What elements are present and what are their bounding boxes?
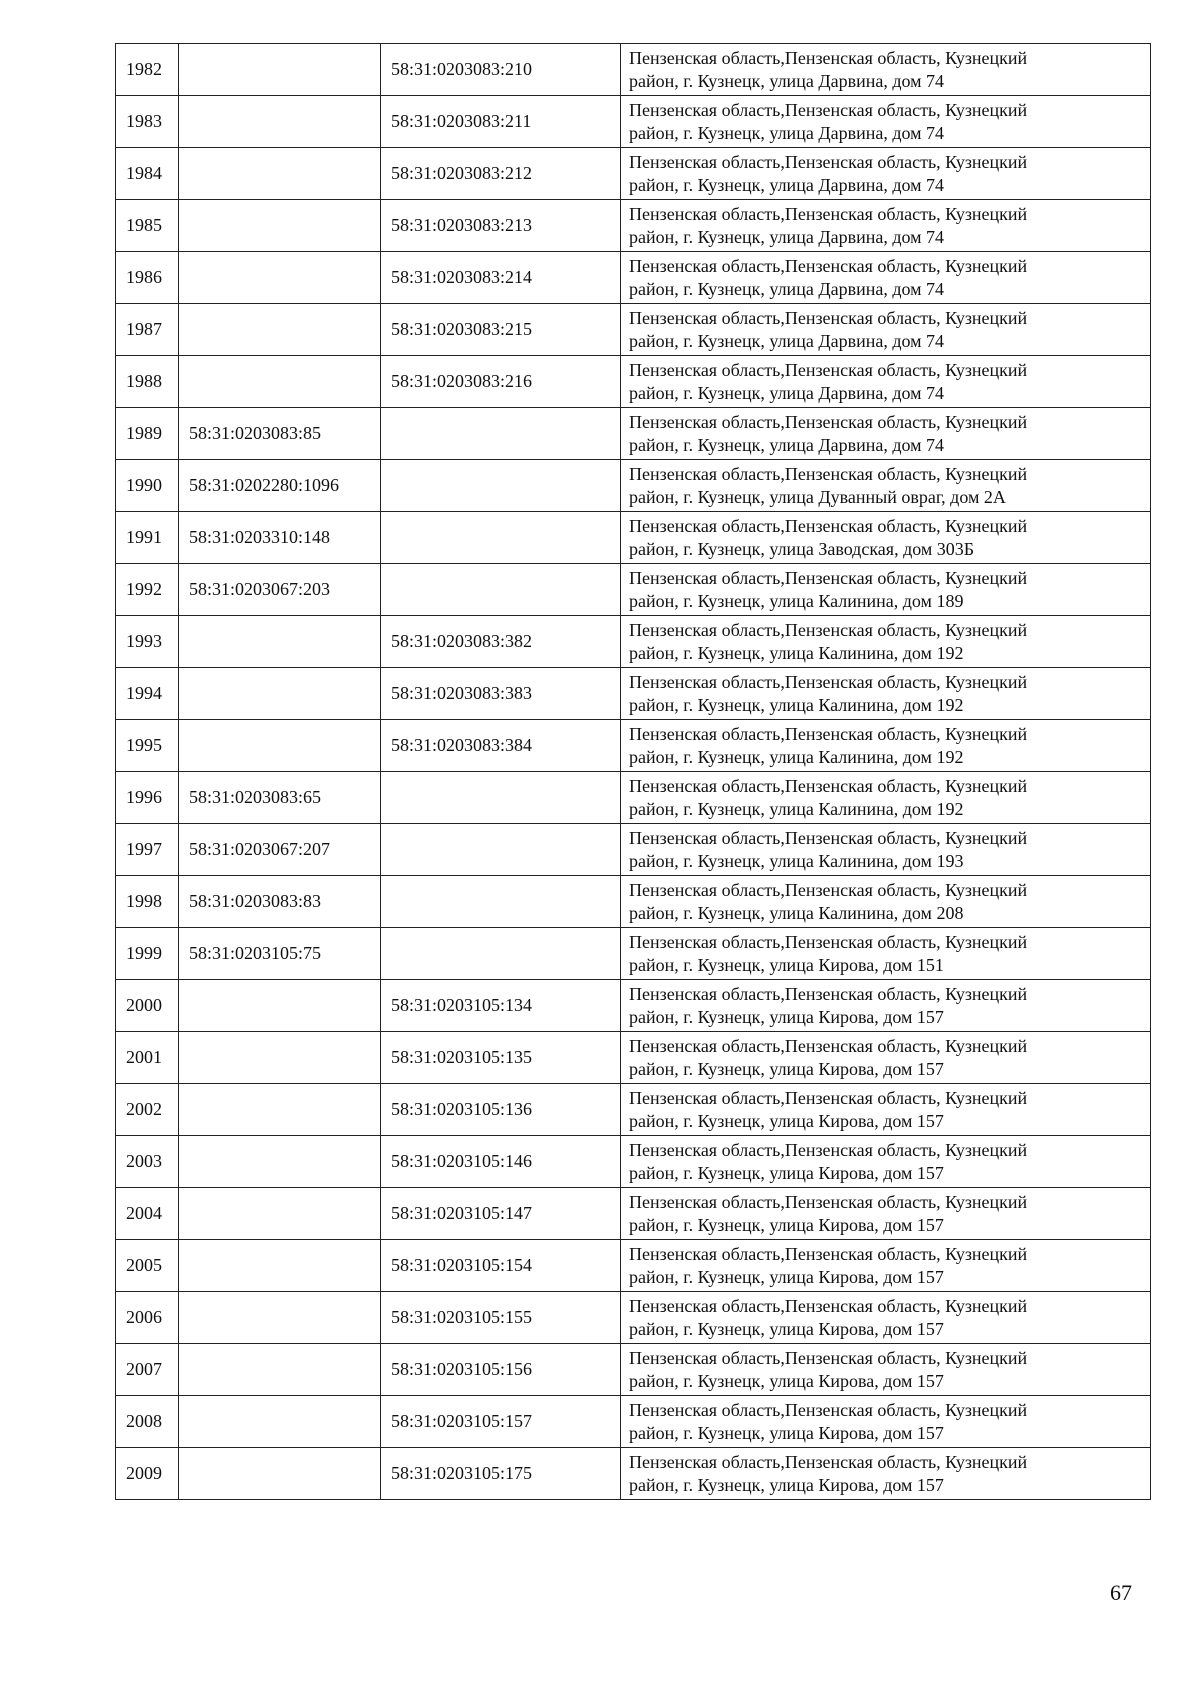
row-number-cell: 1994 (116, 668, 179, 720)
building-cadastral-cell: 58:31:0203105:136 (381, 1084, 621, 1136)
land-cadastral-cell (179, 1344, 381, 1396)
row-number-cell: 1998 (116, 876, 179, 928)
address-cell (621, 1240, 1151, 1292)
building-cadastral-cell: 58:31:0203105:154 (381, 1240, 621, 1292)
address-line-2: район, г. Кузнецк, улица Кирова, дом 151 (629, 954, 944, 975)
row-number-cell: 1989 (116, 408, 179, 460)
address-line-2: район, г. Кузнецк, улица Кирова, дом 157 (629, 1318, 944, 1339)
row-number-cell: 2002 (116, 1084, 179, 1136)
table-row (116, 44, 1151, 96)
address-line-2: район, г. Кузнецк, улица Дарвина, дом 74 (629, 330, 945, 351)
address-line-1: Пензенская область,Пензенская область, Кузнецкий (629, 671, 1028, 692)
address-line-1: Пензенская область,Пензенская область, Кузнецкий (629, 931, 1028, 952)
address-cell (621, 876, 1151, 928)
address-line-2: район, г. Кузнецк, улица Калинина, дом 192 (629, 694, 964, 715)
table-row (116, 1448, 1151, 1500)
address-line-1: Пензенская область,Пензенская область, Кузнецкий (629, 1347, 1028, 1368)
address-cell (621, 1448, 1151, 1500)
address-line-1: Пензенская область,Пензенская область, Кузнецкий (629, 99, 1028, 120)
address-line-2: район, г. Кузнецк, улица Кирова, дом 157 (629, 1266, 944, 1287)
address-line-2: район, г. Кузнецк, улица Кирова, дом 157 (629, 1422, 944, 1443)
building-cadastral-cell (381, 824, 621, 876)
address-line-2: район, г. Кузнецк, улица Дарвина, дом 74 (629, 122, 945, 143)
address-line-1: Пензенская область,Пензенская область, Кузнецкий (629, 1087, 1028, 1108)
table-row (116, 1084, 1151, 1136)
land-cadastral-cell (179, 200, 381, 252)
building-cadastral-cell: 58:31:0203083:216 (381, 356, 621, 408)
table-row (116, 460, 1151, 512)
land-cadastral-cell: 58:31:0203083:85 (179, 408, 381, 460)
address-cell (621, 1344, 1151, 1396)
land-cadastral-cell: 58:31:0202280:1096 (179, 460, 381, 512)
land-cadastral-cell: 58:31:0203105:75 (179, 928, 381, 980)
address-line-1: Пензенская область,Пензенская область, Кузнецкий (629, 307, 1028, 328)
land-cadastral-cell (179, 1136, 381, 1188)
land-cadastral-cell (179, 668, 381, 720)
table-row (116, 1240, 1151, 1292)
address-line-2: район, г. Кузнецк, улица Калинина, дом 192 (629, 746, 964, 767)
address-line-2: район, г. Кузнецк, улица Дарвина, дом 74 (629, 434, 945, 455)
address-cell (621, 408, 1151, 460)
address-cell (621, 824, 1151, 876)
table-row (116, 252, 1151, 304)
row-number-cell: 1982 (116, 44, 179, 96)
building-cadastral-cell: 58:31:0203105:134 (381, 980, 621, 1032)
table-row (116, 96, 1151, 148)
land-cadastral-cell (179, 1032, 381, 1084)
address-line-1: Пензенская область,Пензенская область, Кузнецкий (629, 515, 1028, 536)
row-number-cell: 1983 (116, 96, 179, 148)
address-cell (621, 564, 1151, 616)
address-line-2: район, г. Кузнецк, улица Калинина, дом 192 (629, 798, 964, 819)
building-cadastral-cell: 58:31:0203105:156 (381, 1344, 621, 1396)
land-cadastral-cell (179, 356, 381, 408)
row-number-cell: 1999 (116, 928, 179, 980)
address-line-1: Пензенская область,Пензенская область, Кузнецкий (629, 1451, 1028, 1472)
table-row (116, 980, 1151, 1032)
row-number-cell: 1986 (116, 252, 179, 304)
building-cadastral-cell: 58:31:0203083:210 (381, 44, 621, 96)
page-number: 67 (1110, 1580, 1132, 1605)
address-cell (621, 1136, 1151, 1188)
row-number-cell: 1995 (116, 720, 179, 772)
row-number-cell: 1985 (116, 200, 179, 252)
land-cadastral-cell (179, 1240, 381, 1292)
row-number-cell: 1988 (116, 356, 179, 408)
row-number-cell: 1990 (116, 460, 179, 512)
land-cadastral-cell (179, 1396, 381, 1448)
address-line-1: Пензенская область,Пензенская область, Кузнецкий (629, 827, 1028, 848)
address-cell (621, 928, 1151, 980)
land-cadastral-cell: 58:31:0203083:83 (179, 876, 381, 928)
land-cadastral-cell (179, 616, 381, 668)
building-cadastral-cell: 58:31:0203105:155 (381, 1292, 621, 1344)
address-line-1: Пензенская область,Пензенская область, Кузнецкий (629, 983, 1028, 1004)
building-cadastral-cell (381, 512, 621, 564)
row-number-cell: 1991 (116, 512, 179, 564)
address-line-1: Пензенская область,Пензенская область, Кузнецкий (629, 411, 1028, 432)
building-cadastral-cell (381, 408, 621, 460)
land-cadastral-cell: 58:31:0203083:65 (179, 772, 381, 824)
address-line-1: Пензенская область,Пензенская область, Кузнецкий (629, 359, 1028, 380)
address-line-1: Пензенская область,Пензенская область, Кузнецкий (629, 47, 1028, 68)
building-cadastral-cell: 58:31:0203105:146 (381, 1136, 621, 1188)
building-cadastral-cell (381, 564, 621, 616)
address-line-2: район, г. Кузнецк, улица Дарвина, дом 74 (629, 382, 945, 403)
address-line-2: район, г. Кузнецк, улица Кирова, дом 157 (629, 1006, 944, 1027)
address-cell (621, 460, 1151, 512)
address-cell (621, 512, 1151, 564)
row-number-cell: 1992 (116, 564, 179, 616)
address-line-1: Пензенская область,Пензенская область, Кузнецкий (629, 151, 1028, 172)
address-line-1: Пензенская область,Пензенская область, Кузнецкий (629, 723, 1028, 744)
address-line-2: район, г. Кузнецк, улица Кирова, дом 157 (629, 1214, 944, 1235)
table-row (116, 356, 1151, 408)
address-line-1: Пензенская область,Пензенская область, Кузнецкий (629, 1035, 1028, 1056)
land-cadastral-cell (179, 44, 381, 96)
table-row (116, 1188, 1151, 1240)
row-number-cell: 2006 (116, 1292, 179, 1344)
building-cadastral-cell (381, 772, 621, 824)
address-line-1: Пензенская область,Пензенская область, Кузнецкий (629, 203, 1028, 224)
row-number-cell: 1997 (116, 824, 179, 876)
table-row (116, 148, 1151, 200)
address-cell (621, 1396, 1151, 1448)
address-line-1: Пензенская область,Пензенская область, Кузнецкий (629, 567, 1028, 588)
building-cadastral-cell: 58:31:0203105:135 (381, 1032, 621, 1084)
address-cell (621, 980, 1151, 1032)
building-cadastral-cell: 58:31:0203083:213 (381, 200, 621, 252)
land-cadastral-cell (179, 148, 381, 200)
row-number-cell: 2009 (116, 1448, 179, 1500)
row-number-cell: 2004 (116, 1188, 179, 1240)
table-row (116, 1396, 1151, 1448)
address-line-2: район, г. Кузнецк, улица Дарвина, дом 74 (629, 174, 945, 195)
address-line-2: район, г. Кузнецк, улица Калинина, дом 189 (629, 590, 964, 611)
table-row (116, 824, 1151, 876)
building-cadastral-cell: 58:31:0203105:147 (381, 1188, 621, 1240)
table-row (116, 512, 1151, 564)
table-row (116, 304, 1151, 356)
address-line-2: район, г. Кузнецк, улица Кирова, дом 157 (629, 1370, 944, 1391)
row-number-cell: 1996 (116, 772, 179, 824)
address-cell (621, 96, 1151, 148)
address-cell (621, 200, 1151, 252)
table-row (116, 1136, 1151, 1188)
address-line-1: Пензенская область,Пензенская область, Кузнецкий (629, 255, 1028, 276)
land-cadastral-cell (179, 304, 381, 356)
land-cadastral-cell: 58:31:0203067:203 (179, 564, 381, 616)
address-line-2: район, г. Кузнецк, улица Дарвина, дом 74 (629, 278, 945, 299)
land-cadastral-cell (179, 1448, 381, 1500)
address-line-1: Пензенская область,Пензенская область, Кузнецкий (629, 1399, 1028, 1420)
building-cadastral-cell: 58:31:0203083:383 (381, 668, 621, 720)
address-cell (621, 772, 1151, 824)
land-cadastral-cell (179, 1084, 381, 1136)
building-cadastral-cell: 58:31:0203105:175 (381, 1448, 621, 1500)
building-cadastral-cell: 58:31:0203083:382 (381, 616, 621, 668)
table-row (116, 1032, 1151, 1084)
address-line-1: Пензенская область,Пензенская область, Кузнецкий (629, 463, 1028, 484)
row-number-cell: 2000 (116, 980, 179, 1032)
address-cell (621, 720, 1151, 772)
row-number-cell: 2008 (116, 1396, 179, 1448)
address-line-1: Пензенская область,Пензенская область, Кузнецкий (629, 775, 1028, 796)
address-line-1: Пензенская область,Пензенская область, Кузнецкий (629, 1139, 1028, 1160)
address-line-2: район, г. Кузнецк, улица Дарвина, дом 74 (629, 70, 945, 91)
row-number-cell: 1993 (116, 616, 179, 668)
address-line-1: Пензенская область,Пензенская область, Кузнецкий (629, 1243, 1028, 1264)
address-line-2: район, г. Кузнецк, улица Заводская, дом 303Б (629, 538, 975, 559)
building-cadastral-cell: 58:31:0203083:214 (381, 252, 621, 304)
building-cadastral-cell: 58:31:0203083:211 (381, 96, 621, 148)
table-row (116, 1292, 1151, 1344)
building-cadastral-cell: 58:31:0203083:384 (381, 720, 621, 772)
address-line-2: район, г. Кузнецк, улица Кирова, дом 157 (629, 1162, 944, 1183)
land-cadastral-cell (179, 980, 381, 1032)
land-cadastral-cell (179, 96, 381, 148)
table-row (116, 200, 1151, 252)
table-row (116, 408, 1151, 460)
address-cell (621, 1084, 1151, 1136)
table-row (116, 720, 1151, 772)
address-line-1: Пензенская область,Пензенская область, Кузнецкий (629, 879, 1028, 900)
address-cell (621, 44, 1151, 96)
land-cadastral-cell: 58:31:0203310:148 (179, 512, 381, 564)
building-cadastral-cell: 58:31:0203105:157 (381, 1396, 621, 1448)
address-line-2: район, г. Кузнецк, улица Калинина, дом 193 (629, 850, 964, 871)
land-cadastral-cell (179, 720, 381, 772)
address-cell (621, 356, 1151, 408)
land-cadastral-cell: 58:31:0203067:207 (179, 824, 381, 876)
table-body (116, 44, 1151, 1500)
address-line-2: район, г. Кузнецк, улица Кирова, дом 157 (629, 1110, 944, 1131)
row-number-cell: 1984 (116, 148, 179, 200)
table-row (116, 564, 1151, 616)
row-number-cell: 2001 (116, 1032, 179, 1084)
address-cell (621, 1188, 1151, 1240)
address-cell (621, 668, 1151, 720)
address-cell (621, 1032, 1151, 1084)
table-row (116, 616, 1151, 668)
address-cell (621, 1292, 1151, 1344)
address-line-2: район, г. Кузнецк, улица Дарвина, дом 74 (629, 226, 945, 247)
address-line-1: Пензенская область,Пензенская область, Кузнецкий (629, 1295, 1028, 1316)
address-line-2: район, г. Кузнецк, улица Калинина, дом 208 (629, 902, 964, 923)
address-line-1: Пензенская область,Пензенская область, Кузнецкий (629, 619, 1028, 640)
table-row (116, 772, 1151, 824)
row-number-cell: 2003 (116, 1136, 179, 1188)
building-cadastral-cell: 58:31:0203083:212 (381, 148, 621, 200)
table-row (116, 928, 1151, 980)
address-line-2: район, г. Кузнецк, улица Калинина, дом 192 (629, 642, 964, 663)
address-line-2: район, г. Кузнецк, улица Кирова, дом 157 (629, 1474, 944, 1495)
address-line-1: Пензенская область,Пензенская область, Кузнецкий (629, 1191, 1028, 1212)
building-cadastral-cell (381, 928, 621, 980)
address-cell (621, 148, 1151, 200)
row-number-cell: 2005 (116, 1240, 179, 1292)
table-row (116, 876, 1151, 928)
row-number-cell: 2007 (116, 1344, 179, 1396)
table-row (116, 668, 1151, 720)
cadastral-table (115, 43, 1151, 1500)
address-line-2: район, г. Кузнецк, улица Дуванный овраг, дом 2А (629, 486, 1006, 507)
land-cadastral-cell (179, 252, 381, 304)
building-cadastral-cell (381, 460, 621, 512)
building-cadastral-cell (381, 876, 621, 928)
row-number-cell: 1987 (116, 304, 179, 356)
address-cell (621, 304, 1151, 356)
address-cell (621, 252, 1151, 304)
land-cadastral-cell (179, 1292, 381, 1344)
address-line-2: район, г. Кузнецк, улица Кирова, дом 157 (629, 1058, 944, 1079)
land-cadastral-cell (179, 1188, 381, 1240)
building-cadastral-cell: 58:31:0203083:215 (381, 304, 621, 356)
table-row (116, 1344, 1151, 1396)
address-cell (621, 616, 1151, 668)
